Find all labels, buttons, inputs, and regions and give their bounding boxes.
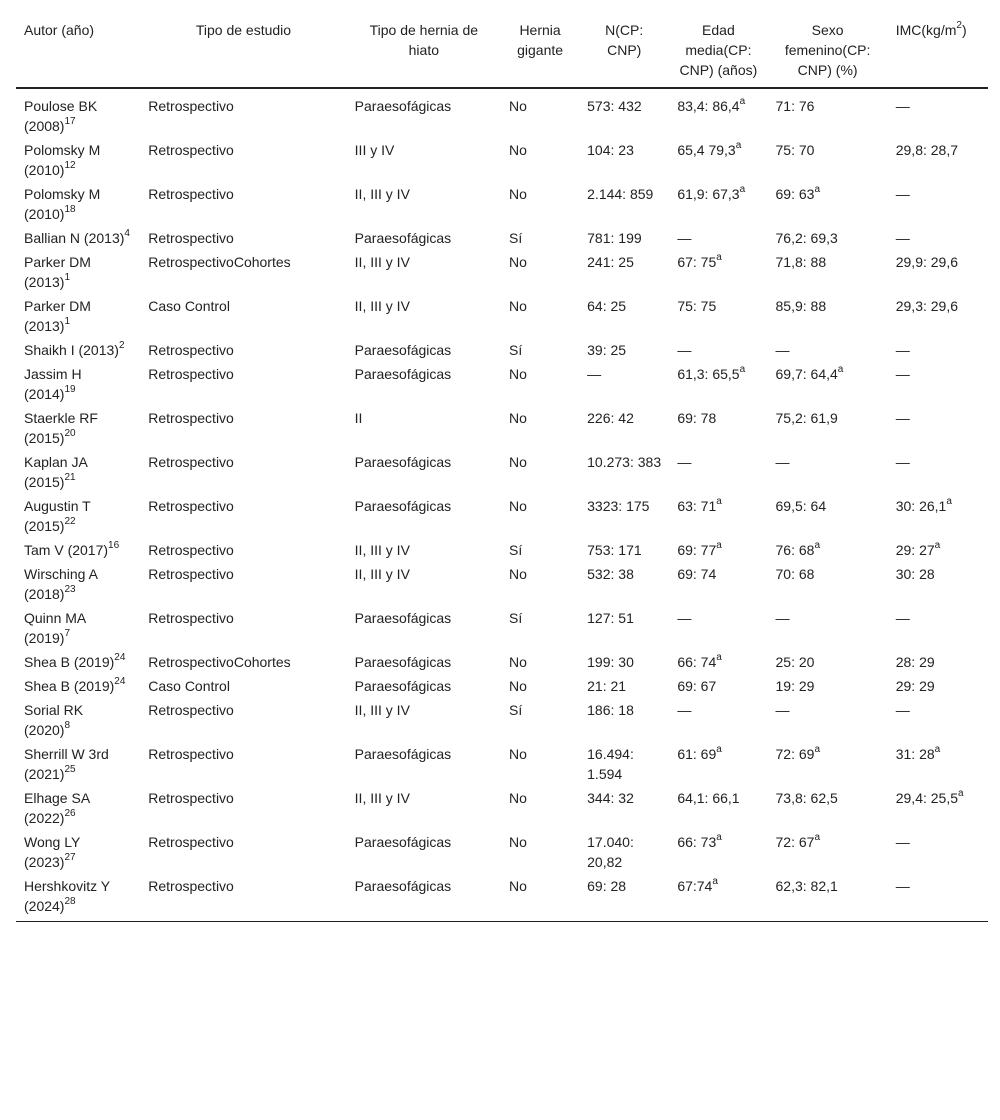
cell-hernia-type: II, III y IV: [354, 298, 410, 314]
cell-female: —: [775, 454, 790, 470]
cell-female: 71: 76: [775, 98, 815, 114]
cell-age: 66: 73$^a$: [677, 832, 722, 850]
cell-bmi: —: [895, 230, 910, 246]
cell-study-type: Retrospectivo: [148, 98, 234, 114]
cell-hernia-type: II, III y IV: [354, 254, 410, 270]
cell-n: 3323: 175: [587, 498, 650, 514]
col-header-study-type: Tipo de estudio: [195, 22, 292, 38]
cell-female: 62,3: 82,1: [775, 878, 838, 894]
cell-n: 127: 51: [587, 610, 634, 626]
col-header-author: Autor (año): [24, 22, 95, 38]
cell-study-type: Retrospectivo: [148, 702, 234, 718]
cell-n: 21: 21: [587, 678, 627, 694]
cell-study-type: Retrospectivo: [148, 498, 234, 514]
cell-author: Elhage SA $(2022)^{26}$: [24, 790, 90, 826]
cell-female: 76,2: 69,3: [775, 230, 838, 246]
cell-hernia-type: Paraesofágicas: [354, 230, 452, 246]
cell-author: Polomsky M $(2010)^{18}$: [24, 186, 101, 222]
cell-hernia-type: III y IV: [354, 142, 395, 158]
cell-bmi: —: [895, 98, 910, 114]
cell-age: —: [677, 230, 692, 246]
cell-female: 73,8: 62,5: [775, 790, 838, 806]
cell-study-type: Retrospectivo: [148, 366, 234, 382]
cell-hernia-type: Paraesofágicas: [354, 654, 452, 670]
cell-author: Sherrill W 3rd $(2021)^{25}$: [24, 746, 109, 782]
table-row: [16, 361, 988, 405]
cell-n: 199: 30: [587, 654, 634, 670]
table-row: [16, 225, 988, 249]
cell-age: —: [677, 702, 692, 718]
cell-author: Tam V $(2017)^{16}$: [24, 540, 120, 558]
header-row: [16, 12, 988, 88]
cell-age: —: [677, 454, 692, 470]
cell-giant-hernia: No: [508, 254, 527, 270]
cell-study-type: Retrospectivo: [148, 342, 234, 358]
cell-hernia-type: Paraesofágicas: [354, 746, 452, 762]
cell-female: 72: 67$^a$: [775, 832, 820, 850]
table-row: [16, 673, 988, 697]
table-row: [16, 537, 988, 561]
cell-female: 69,7: 64,4$^a$: [775, 364, 844, 382]
cell-age: 61,9: 67,3$^a$: [677, 184, 746, 202]
cell-study-type: Retrospectivo: [148, 834, 234, 850]
cell-author: Ballian N $(2013)^4$: [24, 228, 130, 246]
cell-study-type: Retrospectivo: [148, 454, 234, 470]
cell-age: 67: 75$^a$: [677, 252, 722, 270]
cell-age: 67:74$^a$: [677, 876, 718, 894]
cell-hernia-type: II, III y IV: [354, 790, 410, 806]
cell-study-type: Retrospectivo: [148, 186, 234, 202]
cell-female: —: [775, 702, 790, 718]
cell-author: Shea B $(2019)^{24}$: [24, 676, 126, 694]
table-row: [16, 697, 988, 741]
cell-n: 241: 25: [587, 254, 634, 270]
cell-study-type: Retrospectivo: [148, 878, 234, 894]
cell-bmi: 29,4: 25,5$^a$: [895, 788, 964, 806]
cell-hernia-type: Paraesofágicas: [354, 678, 452, 694]
cell-giant-hernia: No: [508, 98, 527, 114]
cell-n: 226: 42: [587, 410, 634, 426]
cell-hernia-type: Paraesofágicas: [354, 98, 452, 114]
cell-female: 72: 69$^a$: [775, 744, 820, 762]
cell-female: 69: 63$^a$: [775, 184, 820, 202]
cell-author: Parker DM $(2013)^1$: [24, 254, 91, 290]
cell-giant-hernia: Sí: [508, 230, 523, 246]
cell-study-type: Retrospectivo: [148, 790, 234, 806]
table-row: [16, 741, 988, 785]
table-row: [16, 449, 988, 493]
cell-author: Hershkovitz Y $(2024)^{28}$: [24, 878, 110, 914]
cell-female: 25: 20: [775, 654, 815, 670]
cell-age: 75: 75: [677, 298, 717, 314]
cell-age: 69: 74: [677, 566, 717, 582]
cell-hernia-type: Paraesofágicas: [354, 342, 452, 358]
cell-author: Augustin T $(2015)^{22}$: [24, 498, 91, 534]
cell-n: 69: 28: [587, 878, 627, 894]
cell-author: Wong LY $(2023)^{27}$: [24, 834, 81, 870]
cell-bmi: —: [895, 834, 910, 850]
cell-n: 781: 199: [587, 230, 642, 246]
cell-author: Poulose BK $(2008)^{17}$: [24, 98, 98, 134]
cell-bmi: —: [895, 878, 910, 894]
cell-age: 61,3: 65,5$^a$: [677, 364, 746, 382]
cell-age: 64,1: 66,1: [677, 790, 740, 806]
cell-giant-hernia: No: [508, 654, 527, 670]
cell-author: Wirsching A $(2018)^{23}$: [24, 566, 98, 602]
table-row: [16, 405, 988, 449]
col-header-hernia-type: Tipo de hernia de hiato: [369, 22, 479, 58]
cell-giant-hernia: No: [508, 142, 527, 158]
cell-age: 61: 69$^a$: [677, 744, 722, 762]
cell-hernia-type: Paraesofágicas: [354, 454, 452, 470]
table-row: [16, 88, 988, 137]
table-header: [16, 12, 988, 88]
cell-hernia-type: Paraesofágicas: [354, 498, 452, 514]
cell-female: 75,2: 61,9: [775, 410, 838, 426]
cell-giant-hernia: No: [508, 498, 527, 514]
cell-author: Jassim H $(2014)^{19}$: [24, 366, 82, 402]
cell-bmi: 28: 29: [895, 654, 935, 670]
cell-age: —: [677, 342, 692, 358]
cell-female: 19: 29: [775, 678, 815, 694]
cell-bmi: 31: 28$^a$: [895, 744, 941, 762]
cell-bmi: 30: 28: [895, 566, 935, 582]
cell-bmi: 29,3: 29,6: [895, 298, 959, 314]
cell-hernia-type: II, III y IV: [354, 702, 410, 718]
table-row: [16, 873, 988, 922]
cell-giant-hernia: No: [508, 790, 527, 806]
cell-age: 69: 78: [677, 410, 717, 426]
cell-study-type: RetrospectivoCohortes: [148, 654, 291, 670]
cell-n: 104: 23: [587, 142, 634, 158]
cell-study-type: Caso Control: [148, 298, 230, 314]
cell-giant-hernia: No: [508, 878, 527, 894]
cell-study-type: Retrospectivo: [148, 610, 234, 626]
cell-giant-hernia: No: [508, 566, 527, 582]
table-row: [16, 829, 988, 873]
col-header-n: N(CP: CNP): [605, 22, 644, 58]
cell-bmi: —: [895, 186, 910, 202]
cell-age: 66: 74$^a$: [677, 652, 722, 670]
cell-hernia-type: Paraesofágicas: [354, 366, 452, 382]
table-row: [16, 605, 988, 649]
table-body: [16, 88, 988, 922]
table-row: [16, 293, 988, 337]
table-row: [16, 137, 988, 181]
table-row: [16, 249, 988, 293]
cell-female: 76: 68$^a$: [775, 540, 820, 558]
cell-female: —: [775, 610, 790, 626]
cell-bmi: 29,9: 29,6: [895, 254, 959, 270]
table-row: [16, 181, 988, 225]
cell-giant-hernia: Sí: [508, 542, 523, 558]
cell-giant-hernia: Sí: [508, 342, 523, 358]
col-header-female: Sexo femenino(CP: CNP) (%): [784, 22, 871, 78]
cell-female: 85,9: 88: [775, 298, 827, 314]
cell-giant-hernia: No: [508, 366, 527, 382]
cell-hernia-type: Paraesofágicas: [354, 610, 452, 626]
cell-n: 344: 32: [587, 790, 634, 806]
cell-age: 63: 71$^a$: [677, 496, 722, 514]
cell-hernia-type: Paraesofágicas: [354, 878, 452, 894]
cell-giant-hernia: Sí: [508, 610, 523, 626]
col-header-age: Edad media(CP: CNP) (años): [679, 22, 758, 78]
table-row: [16, 649, 988, 673]
cell-giant-hernia: No: [508, 186, 527, 202]
cell-n: 532: 38: [587, 566, 634, 582]
cell-n: 753: 171: [587, 542, 642, 558]
table-row: [16, 561, 988, 605]
cell-hernia-type: II, III y IV: [354, 566, 410, 582]
cell-author: Polomsky M $(2010)^{12}$: [24, 142, 101, 178]
cell-female: 71,8: 88: [775, 254, 827, 270]
cell-bmi: —: [895, 454, 910, 470]
table-row: [16, 785, 988, 829]
cell-giant-hernia: No: [508, 678, 527, 694]
cell-author: Quinn MA $(2019)^7$: [24, 610, 86, 646]
cell-n: 16.494: 1.594: [587, 746, 634, 782]
cell-study-type: Retrospectivo: [148, 566, 234, 582]
cell-author: Sorial RK $(2020)^8$: [24, 702, 84, 738]
cell-female: —: [775, 342, 790, 358]
cell-giant-hernia: No: [508, 298, 527, 314]
cell-bmi: —: [895, 702, 910, 718]
cell-author: Kaplan JA $(2015)^{21}$: [24, 454, 88, 490]
cell-giant-hernia: No: [508, 454, 527, 470]
cell-study-type: RetrospectivoCohortes: [148, 254, 291, 270]
cell-hernia-type: Paraesofágicas: [354, 834, 452, 850]
cell-giant-hernia: No: [508, 746, 527, 762]
cell-bmi: —: [895, 410, 910, 426]
col-header-bmi: $IMC(kg/m^2)$: [895, 20, 967, 38]
cell-age: 69: 77$^a$: [677, 540, 722, 558]
cell-hernia-type: II, III y IV: [354, 186, 410, 202]
cell-female: 75: 70: [775, 142, 815, 158]
cell-giant-hernia: No: [508, 410, 527, 426]
cell-hernia-type: II: [354, 410, 363, 426]
cell-age: 69: 67: [677, 678, 717, 694]
cell-author: Staerkle RF $(2015)^{20}$: [24, 410, 98, 446]
cell-author: Parker DM $(2013)^1$: [24, 298, 91, 334]
cell-age: —: [677, 610, 692, 626]
cell-n: 186: 18: [587, 702, 634, 718]
cell-n: 17.040: 20,82: [587, 834, 634, 870]
cell-bmi: —: [895, 342, 910, 358]
studies-table: [16, 12, 988, 922]
cell-female: 70: 68: [775, 566, 815, 582]
cell-age: 65,4 79,3$^a$: [677, 140, 742, 158]
cell-study-type: Retrospectivo: [148, 746, 234, 762]
cell-bmi: 29: 29: [895, 678, 935, 694]
cell-study-type: Retrospectivo: [148, 542, 234, 558]
cell-hernia-type: II, III y IV: [354, 542, 410, 558]
cell-bmi: —: [895, 610, 910, 626]
cell-n: 64: 25: [587, 298, 627, 314]
cell-study-type: Retrospectivo: [148, 142, 234, 158]
cell-n: —: [587, 366, 602, 382]
cell-n: 10.273: 383: [587, 454, 662, 470]
cell-author: Shea B $(2019)^{24}$: [24, 652, 126, 670]
cell-n: 573: 432: [587, 98, 642, 114]
cell-bmi: —: [895, 366, 910, 382]
cell-giant-hernia: Sí: [508, 702, 523, 718]
cell-giant-hernia: No: [508, 834, 527, 850]
cell-author: Shaikh I $(2013)^2$: [24, 340, 125, 358]
cell-n: 39: 25: [587, 342, 627, 358]
cell-bmi: 29,8: 28,7: [895, 142, 959, 158]
cell-bmi: 29: 27$^a$: [895, 540, 941, 558]
cell-study-type: Retrospectivo: [148, 410, 234, 426]
cell-age: 83,4: 86,4$^a$: [677, 96, 746, 114]
table-row: [16, 493, 988, 537]
table-row: [16, 337, 988, 361]
cell-bmi: 30: 26,1$^a$: [895, 496, 952, 514]
cell-n: 2.144: 859: [587, 186, 654, 202]
cell-female: 69,5: 64: [775, 498, 827, 514]
cell-study-type: Retrospectivo: [148, 230, 234, 246]
cell-study-type: Caso Control: [148, 678, 230, 694]
col-header-giant-hernia: Hernia gigante: [517, 22, 564, 58]
